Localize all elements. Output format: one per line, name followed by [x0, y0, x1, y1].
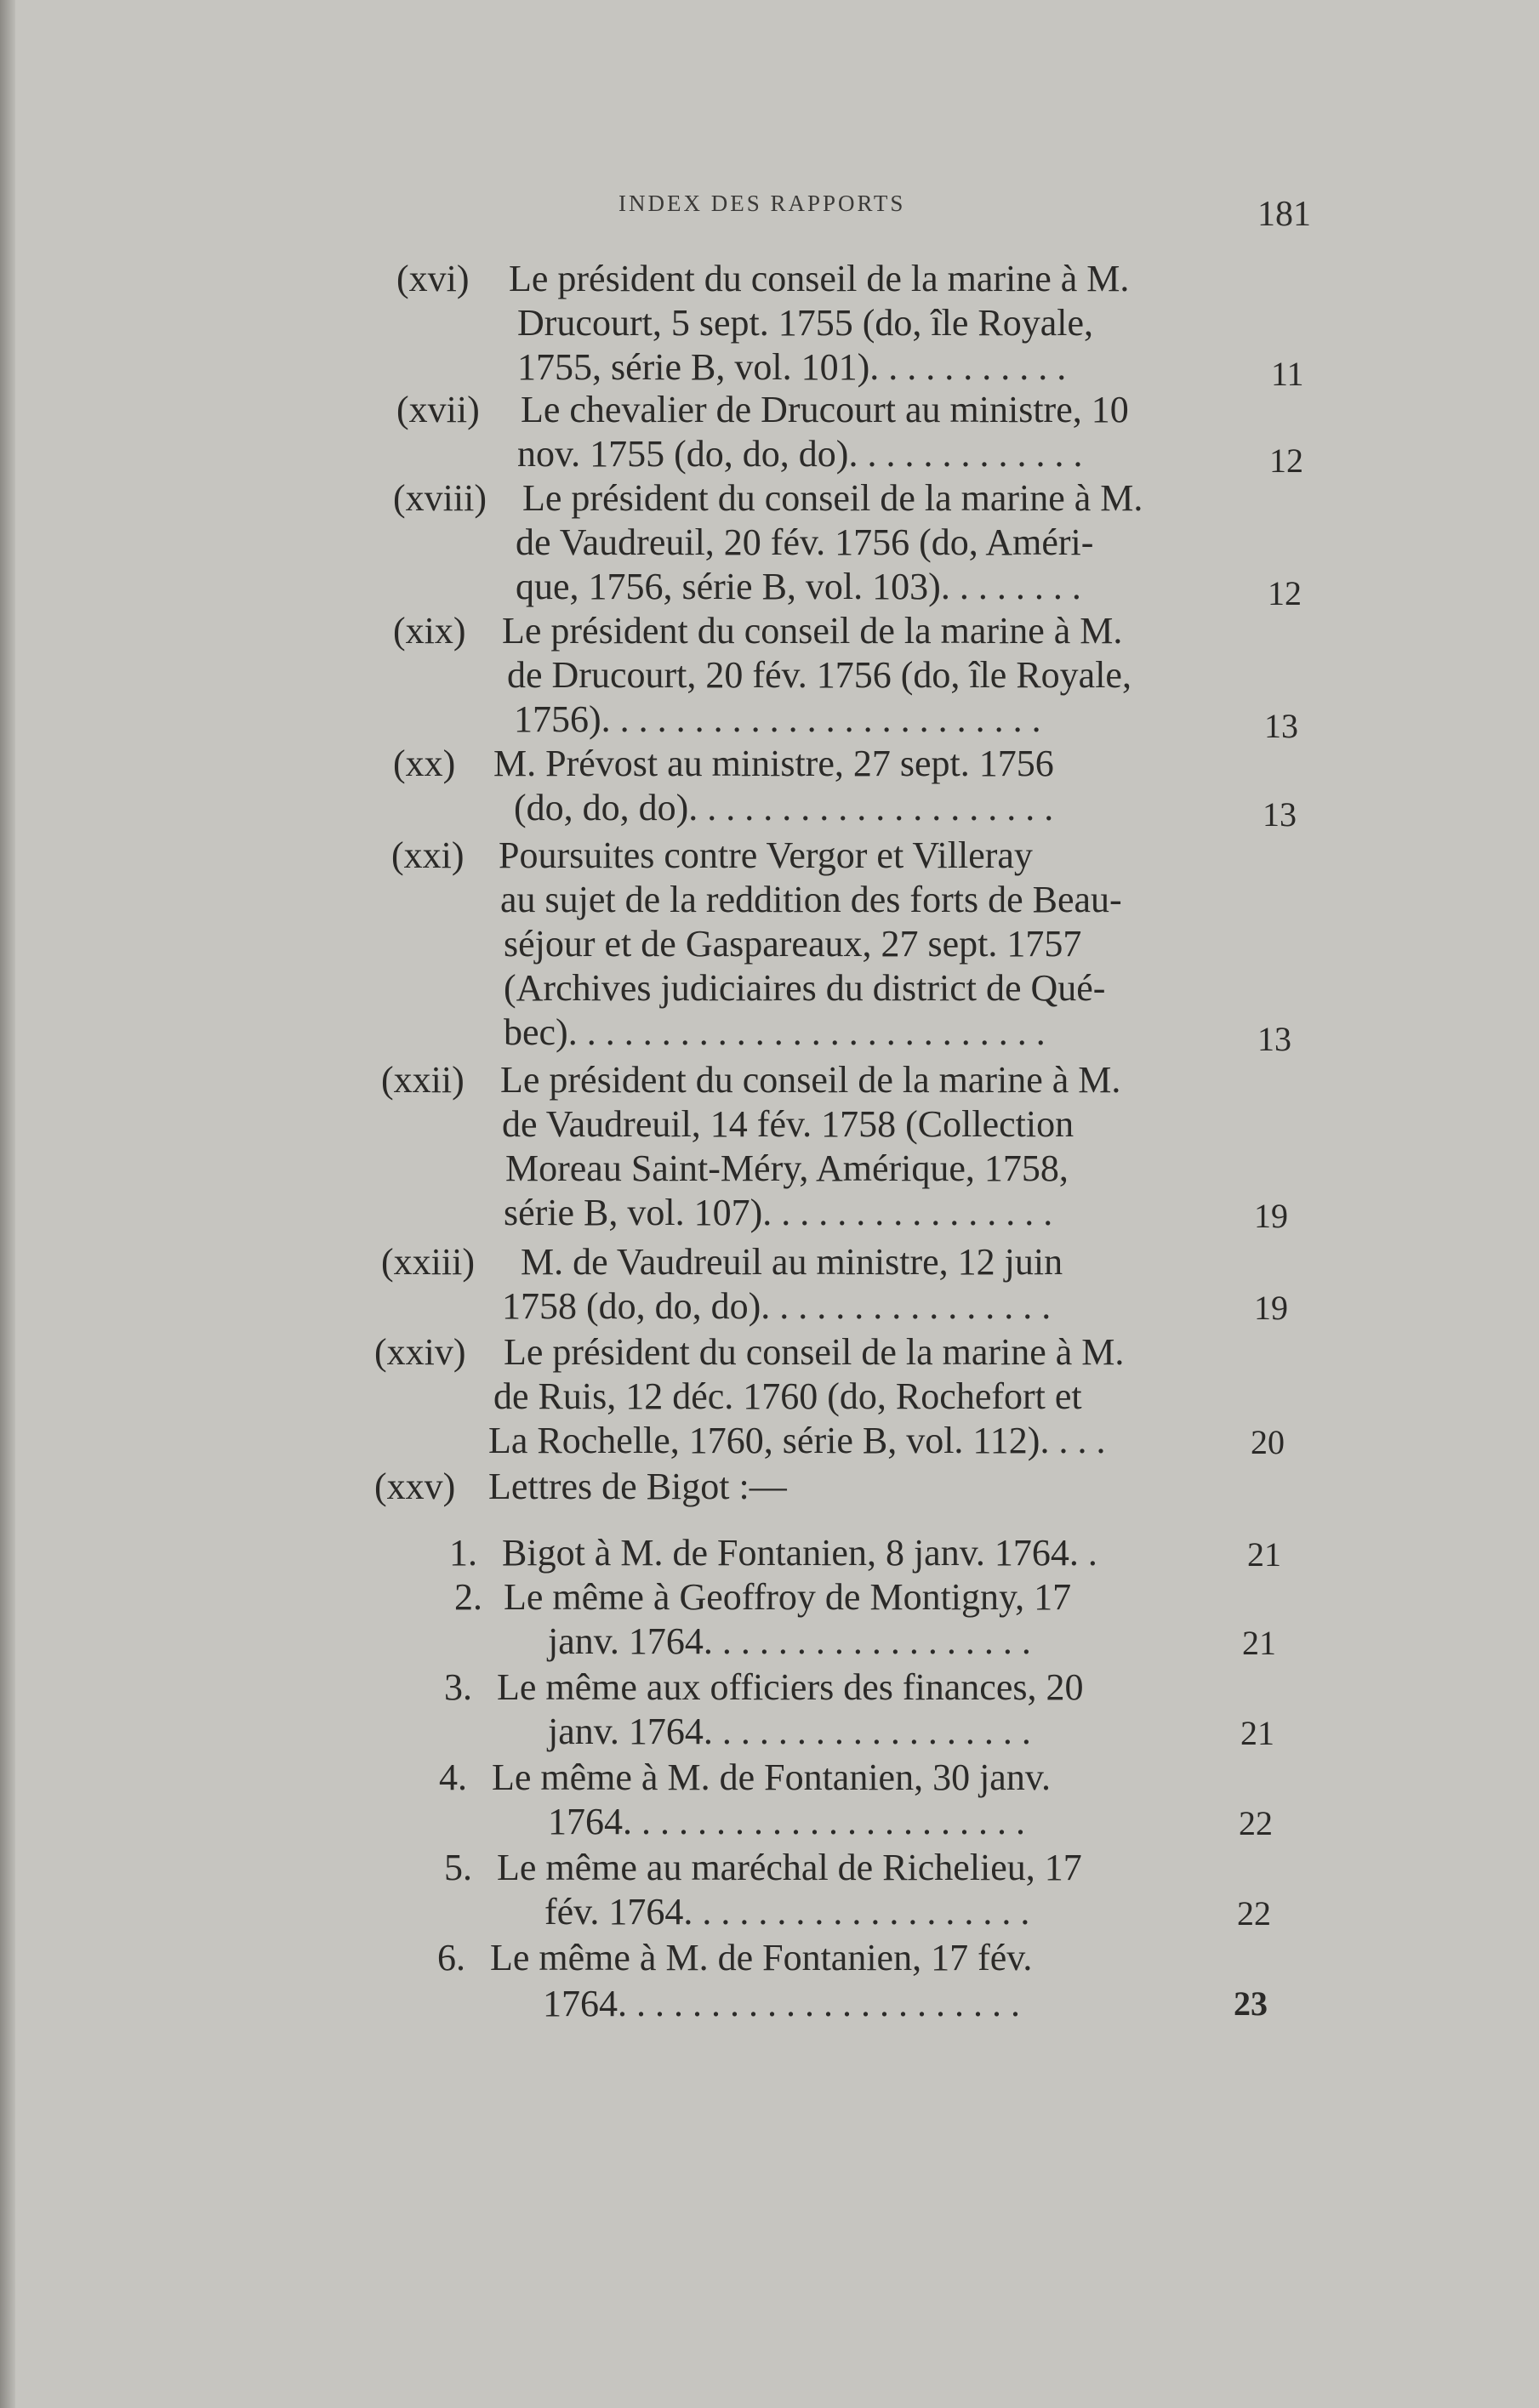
entry-text-line: 1756). . . . . . . . . . . . . . . . . . . . . . . . — [514, 698, 1041, 740]
entry-text-line: 1755, série B, vol. 101). . . . . . . . . . . — [517, 346, 1067, 388]
entry-text-line: La Rochelle, 1760, série B, vol. 112). . . . — [488, 1420, 1106, 1461]
entry-text-line: de Drucourt, 20 fév. 1756 (do, île Royale, — [507, 654, 1131, 696]
page-number: 181 — [1257, 195, 1311, 234]
letter-number: 1. — [449, 1532, 477, 1574]
letter-page-ref: 22 — [1239, 1804, 1273, 1842]
letter-number: 2. — [454, 1576, 482, 1618]
letter-page-ref: 21 — [1240, 1714, 1274, 1752]
entry-text-line: Poursuites contre Vergor et Villeray — [499, 834, 1033, 876]
entry-text-line: Moreau Saint-Méry, Amérique, 1758, — [505, 1147, 1069, 1189]
entry-text-line: série B, vol. 107). . . . . . . . . . . . . . . . — [504, 1192, 1053, 1233]
letter-number: 3. — [444, 1666, 472, 1708]
letter-text-line: Le même au maréchal de Richelieu, 17 — [497, 1847, 1082, 1888]
entry-text-line: (do, do, do). . . . . . . . . . . . . . . . . . . . — [514, 787, 1054, 828]
entry-label: (xxv) — [374, 1466, 456, 1507]
entry-page-ref: 12 — [1268, 574, 1302, 612]
entry-text-line: bec). . . . . . . . . . . . . . . . . . . . . . . . . . — [504, 1011, 1046, 1053]
letter-text-line: Le même aux officiers des finances, 20 — [497, 1666, 1084, 1708]
letter-text-line: Le même à M. de Fontanien, 30 janv. — [492, 1756, 1051, 1798]
entry-label: (xxi) — [391, 834, 465, 876]
letter-number: 6. — [437, 1937, 465, 1978]
entry-page-ref: 13 — [1264, 707, 1298, 745]
letter-page-ref: 21 — [1242, 1624, 1276, 1662]
entry-text-line: M. Prévost au ministre, 27 sept. 1756 — [493, 743, 1054, 784]
entry-page-ref: 11 — [1271, 355, 1304, 393]
entry-text-line: Le président du conseil de la marine à M. — [509, 258, 1130, 299]
entry-text-line: Le chevalier de Drucourt au ministre, 10 — [521, 389, 1129, 430]
letter-text-line: 1764. . . . . . . . . . . . . . . . . . . . . . — [548, 1801, 1025, 1842]
entry-page-ref: 20 — [1251, 1423, 1285, 1461]
entry-label: (xix) — [393, 610, 466, 652]
entry-text-line: que, 1756, série B, vol. 103). . . . . . . . — [516, 566, 1081, 607]
letter-text-line: 1764. . . . . . . . . . . . . . . . . . . . . . — [543, 1983, 1020, 2024]
entry-page-ref: 19 — [1254, 1197, 1288, 1235]
letter-number: 4. — [439, 1756, 467, 1798]
entry-text-line: 1758 (do, do, do). . . . . . . . . . . . . . . . — [502, 1285, 1052, 1327]
entry-text-line: nov. 1755 (do, do, do). . . . . . . . . . . . . — [517, 433, 1083, 475]
letter-page-ref: 22 — [1237, 1894, 1271, 1933]
entry-text-line: de Vaudreuil, 14 fév. 1758 (Collection — [502, 1103, 1074, 1145]
running-head: INDEX DES RAPPORTS — [618, 191, 906, 216]
entry-page-ref: 13 — [1257, 1020, 1291, 1058]
entry-text-line: Le président du conseil de la marine à M. — [522, 477, 1143, 519]
entry-text-line: séjour et de Gaspareaux, 27 sept. 1757 — [504, 923, 1082, 965]
entry-label: (xx) — [393, 743, 456, 784]
entry-label: (xviii) — [393, 477, 487, 519]
entry-text-line: au sujet de la reddition des forts de Beau- — [500, 879, 1122, 920]
letter-text-line: Le même à M. de Fontanien, 17 fév. — [490, 1937, 1033, 1978]
letter-text-line: Bigot à M. de Fontanien, 8 janv. 1764. . — [502, 1532, 1097, 1574]
entry-text-line: Le président du conseil de la marine à M. — [500, 1059, 1121, 1101]
binding-shadow — [0, 0, 15, 2408]
entry-page-ref: 13 — [1263, 795, 1297, 834]
letter-page-ref: 21 — [1247, 1535, 1281, 1574]
letter-number: 5. — [444, 1847, 472, 1888]
entry-text-line: Le président du conseil de la marine à M. — [502, 610, 1123, 652]
entry-text-line: Drucourt, 5 sept. 1755 (do, île Royale, — [517, 302, 1093, 344]
entry-text-line: Le président du conseil de la marine à M. — [504, 1331, 1125, 1373]
entry-text-line: (Archives judiciaires du district de Qué- — [504, 967, 1106, 1009]
letter-page-ref: 23 — [1234, 1984, 1268, 2023]
entry-label: (xxii) — [381, 1059, 465, 1101]
entry-label: (xxiii) — [381, 1241, 475, 1283]
letter-text-line: janv. 1764. . . . . . . . . . . . . . . . . . — [548, 1620, 1031, 1662]
entry-label: (xxiv) — [374, 1331, 466, 1373]
letter-text-line: janv. 1764. . . . . . . . . . . . . . . . . . — [548, 1711, 1031, 1752]
entry-text-line: de Vaudreuil, 20 fév. 1756 (do, Améri- — [516, 521, 1094, 563]
entry-text-line: Lettres de Bigot :— — [488, 1466, 787, 1507]
entry-text-line: M. de Vaudreuil au ministre, 12 juin — [521, 1241, 1063, 1283]
entry-text-line: de Ruis, 12 déc. 1760 (do, Rochefort et — [493, 1375, 1082, 1417]
letter-text-line: Le même à Geoffroy de Montigny, 17 — [504, 1576, 1072, 1618]
letter-text-line: fév. 1764. . . . . . . . . . . . . . . . . . . — [544, 1891, 1030, 1933]
entry-label: (xvii) — [396, 389, 480, 430]
entry-page-ref: 19 — [1254, 1289, 1288, 1327]
entry-label: (xvi) — [396, 258, 470, 299]
entry-page-ref: 12 — [1269, 441, 1303, 480]
